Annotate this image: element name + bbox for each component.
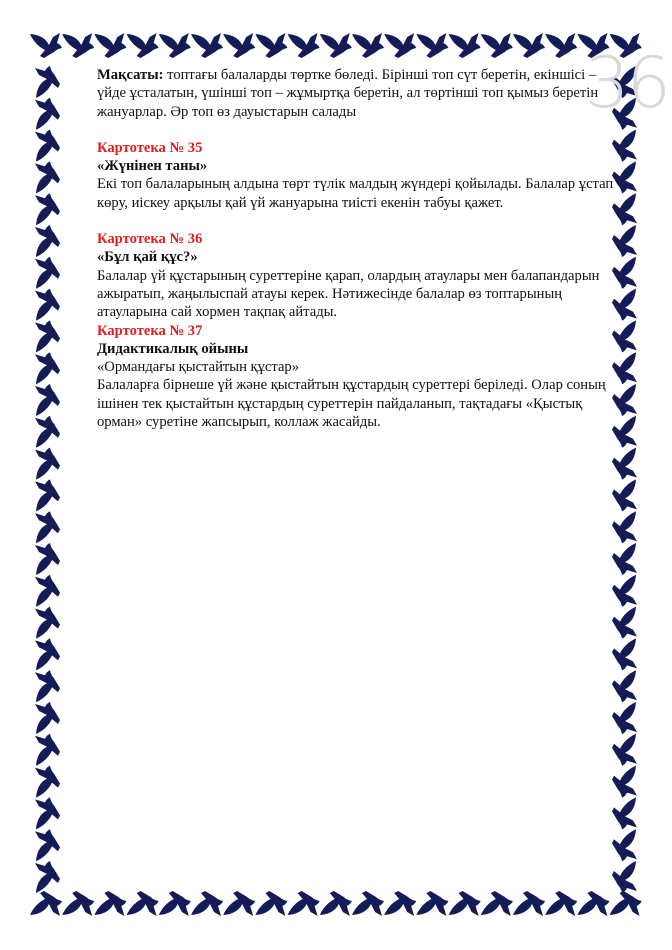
swallow-icon bbox=[62, 891, 94, 916]
card-37-game-name: «Ормандағы қыстайтын құстар» bbox=[97, 359, 300, 376]
swallow-icon bbox=[612, 607, 637, 639]
swallow-icon bbox=[384, 33, 416, 58]
swallow-icon bbox=[612, 702, 637, 734]
swallow-icon bbox=[159, 891, 191, 916]
swallow-icon bbox=[223, 891, 255, 916]
swallow-icon bbox=[30, 891, 62, 916]
swallow-icon bbox=[416, 33, 448, 58]
swallow-icon bbox=[612, 448, 637, 480]
spacer bbox=[97, 121, 619, 139]
swallow-icon bbox=[35, 861, 60, 893]
swallow-icon bbox=[35, 257, 60, 289]
swallow-icon bbox=[513, 891, 545, 916]
swallow-icon bbox=[35, 448, 60, 480]
swallow-icon bbox=[35, 130, 60, 162]
document-body bbox=[97, 66, 619, 431]
swallow-icon bbox=[612, 543, 637, 575]
swallow-icon bbox=[35, 638, 60, 670]
swallow-icon bbox=[545, 33, 577, 58]
swallow-icon bbox=[35, 66, 60, 98]
card-35-game-name: «Жүнінен таны» bbox=[97, 158, 208, 175]
swallow-icon bbox=[612, 766, 637, 798]
swallow-icon bbox=[35, 670, 60, 702]
goal-label: Мақсаты: bbox=[97, 67, 164, 83]
swallow-icon bbox=[35, 225, 60, 257]
swallow-icon bbox=[35, 384, 60, 416]
card-37-title: Картотека № 37 bbox=[97, 322, 203, 339]
card-36-title: Картотека № 36 bbox=[97, 231, 203, 248]
swallow-icon bbox=[191, 33, 223, 58]
swallow-icon bbox=[35, 416, 60, 448]
swallow-icon bbox=[35, 797, 60, 829]
intro-paragraph bbox=[97, 66, 619, 121]
swallow-icon bbox=[35, 543, 60, 575]
swallow-icon bbox=[35, 702, 60, 734]
swallow-icon bbox=[449, 891, 481, 916]
card-37-game-type: Дидактикалық ойыны bbox=[97, 340, 249, 357]
swallow-icon bbox=[35, 161, 60, 193]
swallow-icon bbox=[481, 891, 513, 916]
swallow-icon bbox=[513, 33, 545, 58]
swallow-icon bbox=[127, 891, 159, 916]
swallow-icon bbox=[352, 33, 384, 58]
swallow-icon bbox=[35, 766, 60, 798]
swallow-icon bbox=[35, 98, 60, 130]
swallow-icon bbox=[288, 891, 320, 916]
swallow-icon bbox=[35, 289, 60, 321]
swallow-icon bbox=[94, 33, 126, 58]
swallow-icon bbox=[30, 33, 62, 58]
swallow-icon bbox=[612, 797, 637, 829]
swallow-icon bbox=[35, 479, 60, 511]
card-35-title: Картотека № 35 bbox=[97, 139, 203, 156]
swallow-icon bbox=[610, 891, 642, 916]
swallow-icon bbox=[612, 861, 637, 893]
swallow-icon bbox=[35, 575, 60, 607]
page-number: 36 bbox=[584, 42, 668, 124]
swallow-icon bbox=[159, 33, 191, 58]
swallow-icon bbox=[288, 33, 320, 58]
card-36-game-name: «Бұл қай құс?» bbox=[97, 249, 198, 266]
swallow-icon bbox=[612, 734, 637, 766]
swallow-icon bbox=[612, 575, 637, 607]
swallow-icon bbox=[35, 829, 60, 861]
swallow-icon bbox=[449, 33, 481, 58]
swallow-icon bbox=[255, 33, 287, 58]
swallow-icon bbox=[35, 352, 60, 384]
swallow-icon bbox=[612, 670, 637, 702]
swallow-icon bbox=[612, 511, 637, 543]
swallow-icon bbox=[577, 891, 609, 916]
swallow-icon bbox=[612, 638, 637, 670]
swallow-icon bbox=[481, 33, 513, 58]
swallow-icon bbox=[384, 891, 416, 916]
swallow-icon bbox=[320, 33, 352, 58]
swallow-icon bbox=[35, 511, 60, 543]
swallow-icon bbox=[35, 193, 60, 225]
swallow-icon bbox=[352, 891, 384, 916]
swallow-icon bbox=[35, 607, 60, 639]
swallow-icon bbox=[94, 891, 126, 916]
spacer bbox=[97, 212, 619, 230]
swallow-icon bbox=[191, 891, 223, 916]
swallow-icon bbox=[223, 33, 255, 58]
swallow-icon bbox=[416, 891, 448, 916]
swallow-icon bbox=[255, 891, 287, 916]
swallow-icon bbox=[127, 33, 159, 58]
swallow-icon bbox=[35, 320, 60, 352]
swallow-icon bbox=[545, 891, 577, 916]
goal-text: топтағы балаларды төртке бөледі. Бірінші топ сүт беретін, екіншісі – үйде ұсталатын, үшінші топ – жұмыртқа беретін, ал төртінші топ қымыз беретін жануарлар. Әр топ өз дауыстарын салады bbox=[97, 67, 599, 120]
card-36-description: Балалар үй құстарының суреттеріне қарап, олардың атаулары мен балапандарын ажыратып, жаңылыспай атауы керек. Нәтижесінде балалар өз топтарының атауларына сай хормен тақпақ айтады. bbox=[97, 267, 600, 321]
card-37-description: Балаларға бірнеше үй және қыстайтын құстардың суреттері беріледі. Олар соның ішінен тек қыстайтын құстардың суреттерін пайдаланып, тақтадағы «Қыстық орман» суретіне жапсырып, коллаж жасайды. bbox=[97, 377, 606, 431]
swallow-icon bbox=[612, 829, 637, 861]
swallow-icon bbox=[612, 479, 637, 511]
swallow-icon bbox=[35, 734, 60, 766]
swallow-icon bbox=[62, 33, 94, 58]
card-35-description: Екі топ балаларының алдына төрт түлік малдың жүндері қойылады. Балалар ұстап көру, иіскеу арқылы қай үй жануарына тиісті екенін табуы қажет. bbox=[97, 176, 614, 211]
swallow-icon bbox=[320, 891, 352, 916]
